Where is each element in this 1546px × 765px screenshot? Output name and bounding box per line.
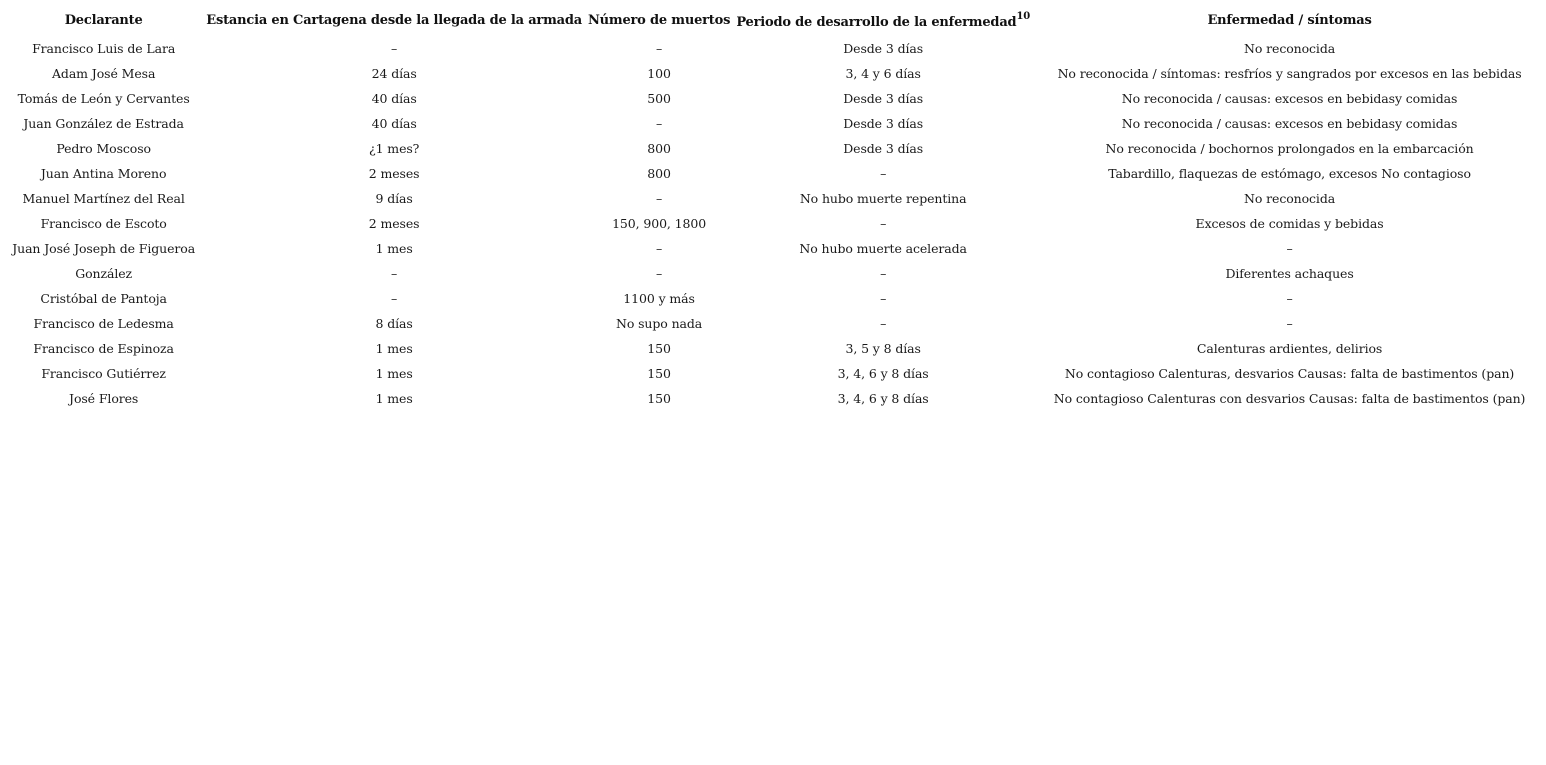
- enfermedad-cell: Diferentes achaques: [1225, 266, 1354, 281]
- estancia-cell: 1 mes: [375, 241, 413, 256]
- table-row: [4, 161, 1546, 186]
- header-label: Estancia en Cartagena desde la llegada de la armada: [206, 12, 582, 28]
- declarante-cell: Juan Antina Moreno: [40, 166, 167, 181]
- header-estancia: [203, 4, 585, 36]
- periodo-cell: No hubo muerte acelerada: [799, 241, 967, 256]
- table-row: [4, 211, 1546, 236]
- muertos-cell: 800: [647, 166, 671, 181]
- declarante-cell: Francisco Luis de Lara: [32, 41, 176, 56]
- table-row: [4, 136, 1546, 161]
- periodo-cell: –: [880, 266, 887, 281]
- declarante-cell: Manuel Martínez del Real: [22, 191, 185, 206]
- periodo-cell: No hubo muerte repentina: [799, 191, 967, 206]
- declarante-cell: Francisco de Espinoza: [33, 341, 174, 356]
- declarante-cell: José Flores: [69, 391, 139, 406]
- declarante-cell: Pedro Moscoso: [56, 141, 151, 156]
- declarations-table: [4, 4, 1546, 411]
- estancia-cell: 2 meses: [368, 166, 420, 181]
- header-label: Número de muertos: [587, 12, 731, 28]
- enfermedad-cell: No contagioso Calenturas con desvarios Causas: falta de bastimentos (pan): [1053, 391, 1526, 406]
- enfermedad-cell: Tabardillo, flaquezas de estómago, excesos No contagioso: [1108, 166, 1471, 181]
- header-enfermedad: [1033, 4, 1546, 36]
- enfermedad-cell: No reconocida / bochornos prolongados en la embarcación: [1105, 141, 1474, 156]
- enfermedad-cell: No reconocida / síntomas: resfríos y sangrados por excesos en las bebidas: [1057, 66, 1522, 81]
- estancia-cell: –: [391, 291, 398, 306]
- declarante-cell: Francisco Gutiérrez: [41, 366, 166, 381]
- table-row: [4, 236, 1546, 261]
- table-row: [4, 36, 1546, 61]
- muertos-cell: –: [656, 191, 663, 206]
- estancia-cell: ¿1 mes?: [368, 141, 420, 156]
- estancia-cell: 2 meses: [368, 216, 420, 231]
- table-row: [4, 336, 1546, 361]
- header-row: [4, 4, 1546, 36]
- table-row: [4, 111, 1546, 136]
- periodo-cell: –: [880, 216, 887, 231]
- periodo-cell: Desde 3 días: [843, 41, 924, 56]
- header-label: Declarante: [64, 12, 143, 28]
- muertos-cell: –: [656, 41, 663, 56]
- header-periodo: [733, 4, 1033, 36]
- declarante-cell: Cristóbal de Pantoja: [40, 291, 167, 306]
- declarante-cell: Juan González de Estrada: [23, 116, 184, 131]
- estancia-cell: 24 días: [371, 66, 417, 81]
- periodo-cell: Desde 3 días: [843, 91, 924, 106]
- estancia-cell: –: [391, 266, 398, 281]
- muertos-cell: 150: [647, 366, 671, 381]
- muertos-cell: 100: [647, 66, 671, 81]
- estancia-cell: 9 días: [375, 191, 413, 206]
- periodo-cell: Desde 3 días: [843, 141, 924, 156]
- declarante-cell: Adam José Mesa: [52, 66, 156, 81]
- table-row: [4, 286, 1546, 311]
- muertos-cell: 150: [647, 391, 671, 406]
- estancia-cell: 1 mes: [375, 341, 413, 356]
- declarante-cell: Francisco de Ledesma: [33, 316, 174, 331]
- table-row: [4, 261, 1546, 286]
- muertos-cell: 500: [647, 91, 671, 106]
- estancia-cell: 40 días: [371, 116, 417, 131]
- periodo-cell: 3, 4 y 6 días: [845, 66, 921, 81]
- enfermedad-cell: No reconocida / causas: excesos en bebidasy comidas: [1121, 91, 1458, 106]
- table-body: [4, 36, 1546, 411]
- periodo-cell: Desde 3 días: [843, 116, 924, 131]
- muertos-cell: –: [656, 241, 663, 256]
- declarante-cell: Tomás de León y Cervantes: [17, 91, 190, 106]
- muertos-cell: 150: [647, 341, 671, 356]
- muertos-cell: –: [656, 116, 663, 131]
- estancia-cell: –: [391, 41, 398, 56]
- muertos-cell: 800: [647, 141, 671, 156]
- table-row: [4, 361, 1546, 386]
- estancia-cell: 1 mes: [375, 391, 413, 406]
- estancia-cell: 8 días: [375, 316, 413, 331]
- table-row: [4, 186, 1546, 211]
- periodo-cell: –: [880, 166, 887, 181]
- header-label: Enfermedad / síntomas: [1207, 12, 1372, 28]
- estancia-cell: 1 mes: [375, 366, 413, 381]
- header-muertos: [585, 4, 733, 36]
- table-row: [4, 86, 1546, 111]
- periodo-cell: 3, 5 y 8 días: [845, 341, 921, 356]
- enfermedad-cell: Excesos de comidas y bebidas: [1195, 216, 1384, 231]
- table-row: [4, 61, 1546, 86]
- enfermedad-cell: Calenturas ardientes, delirios: [1196, 341, 1383, 356]
- enfermedad-cell: –: [1286, 316, 1293, 331]
- estancia-cell: 40 días: [371, 91, 417, 106]
- enfermedad-cell: No contagioso Calenturas, desvarios Causas: falta de bastimentos (pan): [1064, 366, 1515, 381]
- enfermedad-cell: No reconocida / causas: excesos en bebidasy comidas: [1121, 116, 1458, 131]
- periodo-cell: –: [880, 291, 887, 306]
- muertos-cell: 150, 900, 1800: [612, 216, 707, 231]
- enfermedad-cell: No reconocida: [1244, 191, 1336, 206]
- header-label: Periodo de desarrollo de la enfermedad: [736, 14, 1017, 30]
- muertos-cell: No supo nada: [615, 316, 703, 331]
- muertos-cell: 1100 y más: [623, 291, 695, 306]
- muertos-cell: –: [656, 266, 663, 281]
- header-declarante: [4, 4, 203, 36]
- periodo-cell: 3, 4, 6 y 8 días: [837, 366, 929, 381]
- enfermedad-cell: No reconocida: [1244, 41, 1336, 56]
- periodo-cell: 3, 4, 6 y 8 días: [837, 391, 929, 406]
- periodo-cell: –: [880, 316, 887, 331]
- declarante-cell: González: [75, 266, 133, 281]
- enfermedad-cell: –: [1286, 241, 1293, 256]
- table-row: [4, 386, 1546, 411]
- table-row: [4, 311, 1546, 336]
- footnote-marker: 10: [1016, 10, 1030, 22]
- declarante-cell: Francisco de Escoto: [40, 216, 167, 231]
- declarante-cell: Juan José Joseph de Figueroa: [12, 241, 196, 256]
- enfermedad-cell: –: [1286, 291, 1293, 306]
